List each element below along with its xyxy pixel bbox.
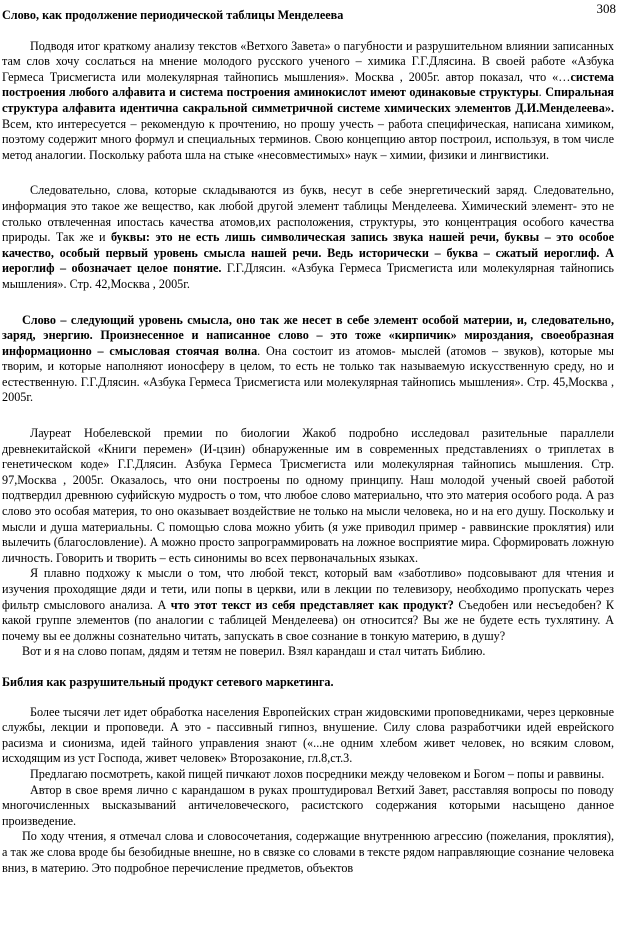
paragraph-5-text-b: Съедобен или несъедобен? К какой группе элементов (по аналогии с таблицей Менделеева) он относится? Вы же не будете есть тухлятину. А почему вы ее должны сознательно читать, запускать в свое сознание в тонкую материю, в душу? xyxy=(2,597,614,643)
paragraph-9: Автор в свое время лично с карандашом в руках проштудировал Ветхий Завет, расставляя вопросы по поводу многочисленных высказываний античеловеческого, расистского содержания которыми насыщено данное произведение. xyxy=(2,782,614,828)
paragraph-1-text-b: . xyxy=(538,85,546,100)
paragraph-1-text-a: Подводя итог краткому анализу текстов «Ветхого Завета» о пагубности и разрушительном влиянии записанных там слов хочу сослаться на мнение молодого русского ученого – химика Г.Г.Длясина. В своей работе «Азбука Гермеса Трисмегиста или молекулярная тайнопись мышления». Москва , 2005г. автор показал, что «… xyxy=(2,38,614,84)
page-content xyxy=(2,8,614,876)
paragraph-2 xyxy=(2,183,614,292)
paragraph-3-bold-a: Слово – следующий уровень смысла, оно так же несет в себе элемент особой материи, и, следовательно, заряд, энергию. Произнесенное и написанное слово – это тоже «кирпичик» мироздания, своеобразная информационно – смысловая стоячая волна xyxy=(2,312,614,358)
paragraph-7: Более тысячи лет идет обработка населения Европейских стран жидовскими проповедниками, через церковные службы, лекции и проповеди. А это - пассивный гипноз, внушение. Силу слова разработчики идей еврейского расизма и сионизма, идей тайного управления знают («...не одним хлебом живет человек, но всяким словом, исходящим из уст Господа, живет человек» Второзаконие, гл.8,ст.3. xyxy=(2,704,614,766)
paragraph-1-bold-a: система построения любого алфавита и система построения аминокислот имеют одинаковые структуры xyxy=(2,69,614,100)
paragraph-5-bold-a: что этот текст из себя представляет как продукт? xyxy=(170,597,454,612)
paragraph-2-text-b: Г.Г.Длясин. «Азбука Гермеса Трисмегиста или молекулярная тайнопись мышления». Стр. 42,Москва , 2005г. xyxy=(2,261,614,291)
paragraph-6: Вот и я на слово попам, дядям и тетям не поверил. Взял карандаш и стал читать Библию. xyxy=(22,644,486,659)
paragraph-1-bold-b: Спиральная структура алфавита идентична сакральной симметричной системе химических элементов Д.И.Менделеева». xyxy=(2,85,615,115)
paragraph-4: Лауреат Нобелевской премии по биологии Жакоб подробно исследовал разительные параллели древнекитайской «Книги перемен» (И-цзин) обнаруженные им в современных представлениях о триплетах в генетическом коде» Г.Г.Длясин. Азбука Гермеса Трисмегиста или молекулярная тайнопись мышления. Стр. 97,Москва , 2005г. Оказалось, что они построены по одному принципу. Наш молодой ученый своей работой подтвердил древнюю суфийскую мудрость о том, что любое слово материально, что это материя особого рода. А раз слово это особая материя, то оно оказывает воздействие не только на мысли человека, но и на его душу. Поскольку и мысли и душа материальны. С помощью слова можно убить (я уже приводил пример - раввинские проклятия) или вылечить (благословление). А можно просто запрограммировать на ложное восприятие мира. Сформировать ложную личность. Говорить и творить – есть синонимы во всех первоначальных языках. xyxy=(2,426,614,565)
section-heading-mendeleev: Слово, как продолжение периодической таблицы Менделеева xyxy=(2,8,344,22)
paragraph-2-bold-a: буквы: это не есть лишь символическая запись звука нашей речи, буквы – это особое качество, особый первый уровень смысла нашей речи. Ведь исторически – буква – сжатый иероглиф. А иероглиф – обозначает целое понятие. xyxy=(2,230,614,276)
paragraph-5-text-a: Я плавно подхожу к мысли о том, что любой текст, который вам «заботливо» подсовывают для чтения и изучения проходящие дяди и тети, или попы в церкви, или в лекции по телевизору, необходимо пропускать через фильтр смыслового анализа. А xyxy=(2,566,614,612)
page-number: 308 xyxy=(596,1,616,16)
paragraph-5 xyxy=(2,566,614,644)
paragraph-8: Предлагаю посмотреть, какой пищей пичкают лохов посредники между человеком и Богом – попы и раввины. xyxy=(30,766,605,781)
paragraph-1-text-c: Всем, кто интересуется – рекомендую к прочтению, но прошу учесть – работа специфическая, написана химиком, поэтому содержит много формул и специальных терминов. Свою концепцию автор построил, используя, в том числе метод аналогии. Поскольку работа шла на стыке «несовместимых» наук – химии, физики и лингвистики. xyxy=(2,116,614,162)
paragraph-1 xyxy=(2,39,614,164)
section-heading-bible: Библия как разрушительный продукт сетевого маркетинга. xyxy=(2,674,334,689)
paragraph-2-text-a: Следовательно, слова, которые складываются из букв, несут в себе энергетический заряд. Следовательно, информация это такое же вещество, как любой другой элемент таблицы Менделеева. Химический элемент- это не столько отвлеченная ипостась качества атомов,их расположения, структуры, это концентрация особого качества природы. Так же и xyxy=(2,183,614,245)
paragraph-10: По ходу чтения, я отмечал слова и словосочетания, содержащие внутреннюю агрессию (пожелания, проклятия), а так же слова вроде бы безобидные внешне, но в связке со словами в тексте рядом направляющие сознание человека вниз, в материю. Это подробное перечисление предметов, объектов xyxy=(2,829,614,875)
paragraph-3 xyxy=(2,313,614,407)
paragraph-3-text-a: . Она состоит из атомов- мыслей (атомов – звуков), которые мы творим, и которые наполняют ионосферу в целом, то есть не только так называемую искусственную среду, но и естественную. Г.Г.Длясин. «Азбука Гермеса Трисмегиста или молекулярная тайнопись мышления». Стр. 45,Москва , 2005г. xyxy=(2,343,614,405)
